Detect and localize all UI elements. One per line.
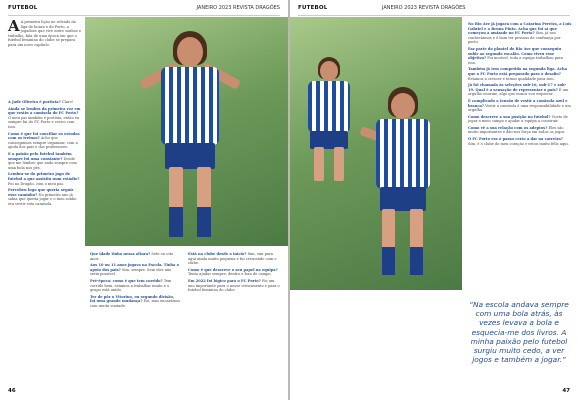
column-1: A Jade Oliveira é portista? Claro! Ainda se lembra da primeira vez em que vestiu a camisola do FC Porto? O meu pai também é portista, então eu sempre fui do FC Porto e cresci com isso. Como é que foi conciliar os estudos com os treinos? Acho que conseguimos sempre organizar, com a ajuda dos pais e dos professores. E a paixão pelo futebol também sempre foi uma constante? Desde que me lembro que ando sempre com uma bola nos pés. Lembra-se do primeiro jogo de futebol a que assistiu num estádio? Foi no Dragão, com o meu pai. Percebeu logo que queria seguir esse caminho? No primeiro ano já sabia que queria jogar e o meu sonho era vestir esta camisola. bbox=[8, 100, 81, 206]
pull-quote: “Na escola andava sempre com uma bola atrás, às vezes levava a bola e esquecia-me dos livros. A minha paixão pelo futebol surgiu muito cedo, a ver jogos e também a jogar.” bbox=[469, 300, 569, 365]
column-1: No Rio Ave já jogava com a Catarina Pereira, a Luís Gabriel e a Bruna Pinto. Acha que foi aí que começou a amizade no FC Porto? Sim, já nos conhecíamos e é bom ter pessoas de confiança por perto. Faz parte do plantel do Rio Ave que conseguiu subir ao segundo escalão. Como viveu esse objetivo? Foi incrível, toda a equipa trabalhou para isso. Também já tem competido na segunda liga. Acha que o FC Porto está preparado para o desafio? Estamos a crescer e temos qualidade para isso. Já foi chamada às seleções sub-16, sub-17 e sub-19. Qual é a sensação de representar o país? É um orgulho enorme, algo que nunca vou esquecer. É complicado a tensão de vestir a camisola azul e branca? Vestir a camisola é uma responsabilidade e um orgulho. Como descreve a sua posição no futebol? Gosto de jogar a meio campo e ajudar a equipa a construir. Como vê a sua relação com os adeptos? Eles são muito importantes e dão-nos força em todos os jogos. O FC Porto era o passo certo a dar na carreira? Sim, é o clube do meu coração e estou muito feliz aqui. bbox=[468, 22, 572, 146]
drop-cap: A bbox=[8, 17, 20, 35]
player-figure bbox=[135, 27, 245, 246]
page-number-right: 47 bbox=[562, 388, 570, 394]
header-meta: JANEIRO 2023 REVISTA DRAGÕES bbox=[382, 5, 466, 11]
right-page bbox=[290, 0, 578, 400]
column-3: Está no clube desde o início? Sim, vim para aqui ainda muito pequena e fui crescendo com o clube. Como é que descreve o seu papel na equipa? Tento ajudar sempre, dentro e fora de campo. Em 2022 foi lógico para o FC Porto? Foi um ano importante para o nosso crescimento e para o futebol feminino do clube. bbox=[188, 252, 280, 293]
left-header bbox=[8, 5, 280, 16]
left-page bbox=[0, 0, 288, 400]
intro-text bbox=[8, 17, 82, 48]
right-header bbox=[298, 5, 570, 16]
column-2: Que idade tinha nessa altura? Sete ou oito anos. Aos 10 ou 11 anos jogava na Escola. Tinha o apoio dos pais? Sim, sempre. Sem eles não seria possível. Pré-época: como é que tem corrido? Tem corrido bem, estamos a trabalhar muito e o grupo está unido. Ter de pôr o Vitorino, ou segundo divisão, foi uma grande mudança? Foi, mas encarámos com muita vontade. bbox=[90, 252, 180, 308]
team-photo bbox=[290, 17, 462, 290]
page-number-left: 46 bbox=[8, 388, 16, 394]
section-label: FUTEBOL bbox=[298, 5, 328, 11]
section-label: FUTEBOL bbox=[8, 5, 38, 11]
teammate-figure bbox=[300, 57, 360, 197]
header-meta: JANEIRO 2023 REVISTA DRAGÕES bbox=[196, 5, 280, 11]
player-photo-celebration bbox=[85, 17, 288, 246]
player-figure bbox=[352, 87, 452, 287]
intro-paragraph: A primeira lição no relvado da liga de honra e do Porto, a jogadora que vive entre sonhos e trabalho, fala de uma época em que o futebol feminino do clube se prepara para um novo capítulo. bbox=[8, 20, 81, 47]
